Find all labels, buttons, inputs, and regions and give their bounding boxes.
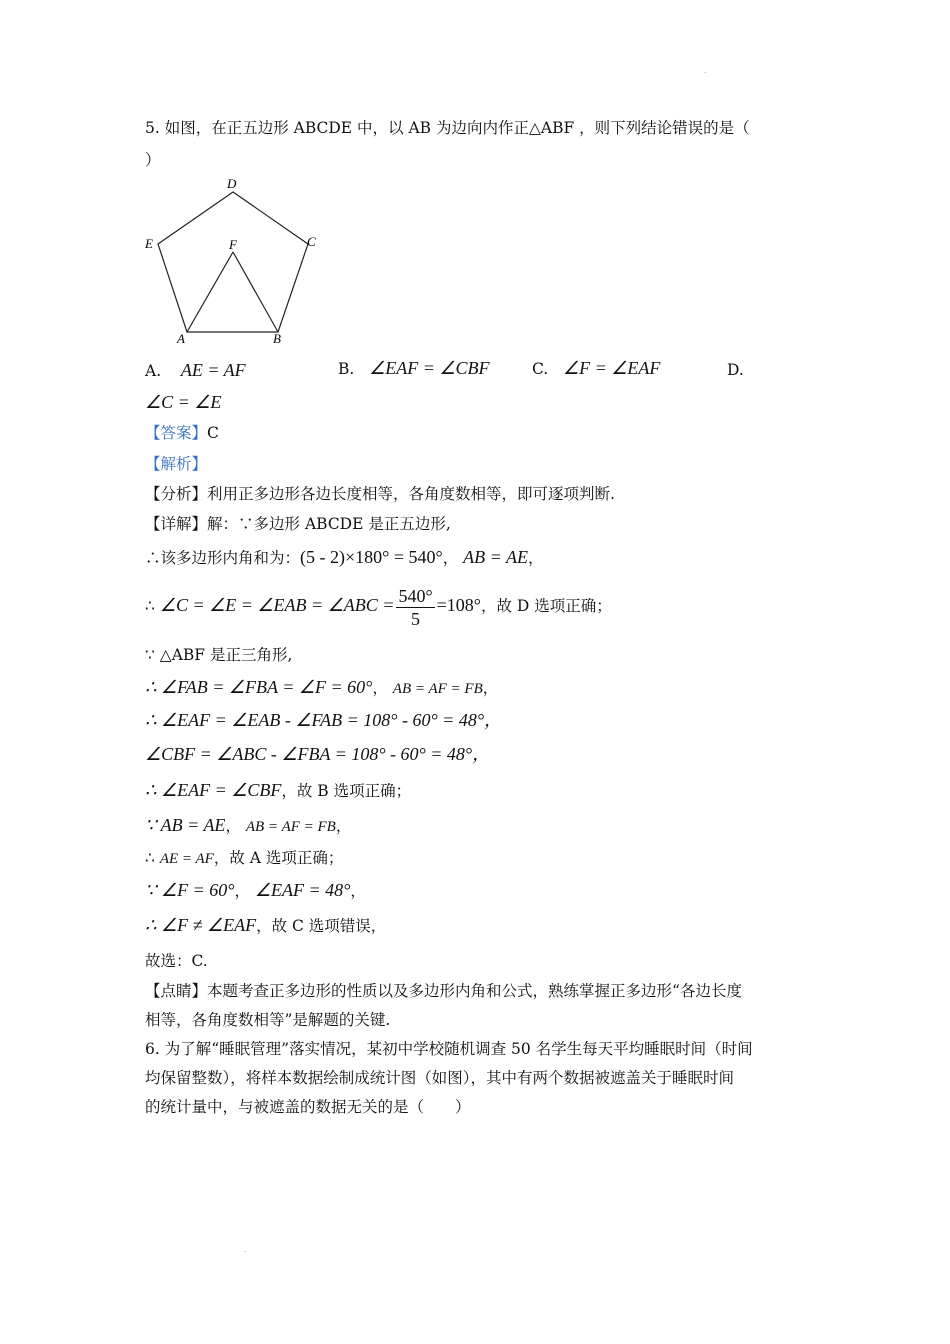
label-D: D	[227, 176, 237, 191]
footer-mark: .	[244, 1245, 247, 1254]
xiangjie-line: 【详解】解：∵多边形 ABCDE 是正五边形,	[145, 515, 451, 533]
solution-line-4: ∵ △ABF 是正三角形,	[145, 646, 293, 664]
dianjing-line-2: 相等，各角度数相等”是解题的关键.	[145, 1011, 391, 1029]
fenxi-line: 【分析】利用正多边形各边长度相等，各角度数相等，即可逐项判断.	[145, 485, 615, 503]
answer-tag: 【答案】	[145, 424, 208, 442]
solution-line-9: ∵ AB = AE， AB = AF = FB，	[145, 815, 352, 835]
label-B: B	[273, 331, 281, 346]
option-b[interactable]: B. ∠EAF = ∠CBF	[338, 358, 490, 378]
q6-line3: 的统计量中，与被遮盖的数据无关的是（ ）	[145, 1098, 471, 1116]
label-C: C	[307, 234, 316, 249]
fraction: $\frac{540^\circ}{5}$	[398, 585, 433, 629]
corner-mark: .	[704, 66, 707, 75]
solution-line-5: ∴ ∠FAB = ∠FBA = ∠F = 60°， AB = AF = FB，	[145, 677, 499, 697]
q6-line2: 均保留整数），将样本数据绘制成统计图（如图），其中有两个数据被遮盖关于睡眠时间	[145, 1069, 735, 1087]
label-E: E	[145, 236, 153, 251]
dianjing-line-1: 【点睛】本题考查正多边形的性质以及多边形内角和公式，熟练掌握正多边形“各边长度	[145, 982, 742, 1000]
q5-stem-line1: 5. 如图，在正五边形 ABCDE 中，以 AB 为边向内作正△ABF ，则下列结论错误的是（	[145, 119, 750, 137]
q5-stem-line2: ）	[145, 151, 161, 169]
solution-line-12: ∴ ∠F ≠ ∠EAF，故 C 选项错误，	[145, 915, 387, 935]
solution-line-6: ∴ ∠EAF = ∠EAB - ∠FAB = 108° - 60° = 48°，	[145, 710, 503, 730]
label-A: A	[177, 331, 185, 346]
label-F: F	[229, 237, 237, 252]
pentagon-figure	[140, 172, 330, 352]
option-d-label[interactable]: D.	[727, 361, 744, 379]
answer-value: C	[207, 424, 219, 442]
solution-line-10: ∴ AE = AF，故 A 选项正确；	[145, 849, 344, 867]
solution-line-7: ∠CBF = ∠ABC - ∠FBA = 108° - 60° = 48°，	[145, 744, 491, 764]
solution-line-8: ∴ ∠EAF = ∠CBF，故 B 选项正确；	[145, 780, 412, 800]
analysis-tag: 【解析】	[145, 455, 208, 473]
answer-line	[145, 423, 219, 443]
option-a[interactable]: A. AE = AF	[145, 360, 246, 380]
q6-line1: 6. 为了解“睡眠管理”落实情况，某初中学校随机调查 50 名学生每天平均睡眠时间（时间	[145, 1040, 753, 1058]
solution-line-2: ∴该多边形内角和为：(5 - 2)×180° = 540°， AB = AE，	[145, 547, 544, 567]
solution-line-3: ∴ ∠C = ∠E = ∠EAB = ∠ABC = $\frac{540^\circ}{5}$ =108°，故 D 选项正确；	[145, 585, 612, 629]
solution-line-13: 故选：C.	[145, 952, 208, 970]
option-d-expr[interactable]: ∠C = ∠E	[145, 392, 222, 412]
option-c[interactable]: C. ∠F = ∠EAF	[532, 358, 661, 378]
solution-line-11: ∵ ∠F = 60°， ∠EAF = 48°，	[145, 880, 366, 900]
